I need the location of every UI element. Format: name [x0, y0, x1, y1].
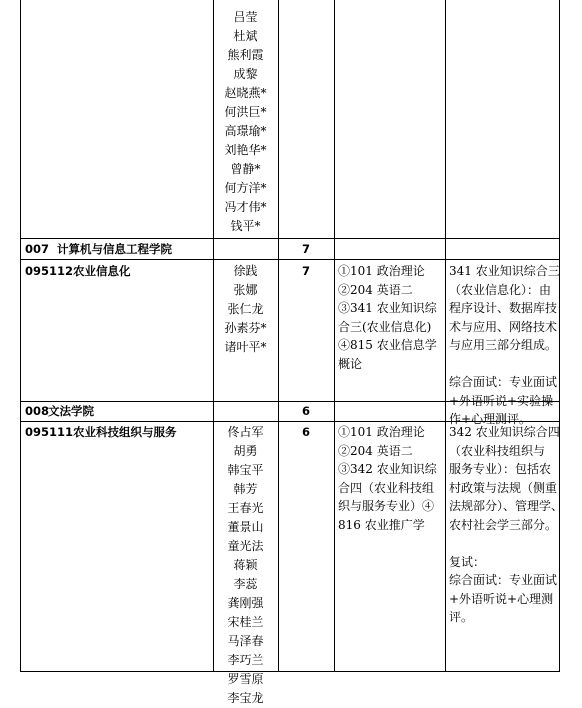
- exam-line: 816 农业推广学: [338, 517, 425, 532]
- advisor-name: 张仁龙: [227, 302, 264, 316]
- advisor-name: 徐践: [233, 264, 258, 278]
- exam-line: ③341 农业知识综: [338, 301, 437, 315]
- note-line: 综合面试：专业面试: [449, 375, 558, 389]
- advisor-name: 吕莹: [233, 10, 258, 24]
- advisor-name: 佟占军: [227, 425, 264, 439]
- notes-095112: [449, 262, 560, 429]
- row-divider: [20, 259, 560, 260]
- advisor-name: 冯才伟*: [224, 200, 267, 214]
- admissions-table: [20, 0, 564, 705]
- note-line: [449, 355, 560, 374]
- note-line: （农业信息化）：由: [449, 282, 552, 297]
- note-line: 作+心理测评。: [449, 412, 532, 426]
- advisor-name: 董景山: [227, 520, 264, 534]
- major-count: 6: [302, 425, 311, 439]
- advisor-name: 高璟瑜*: [224, 124, 267, 138]
- note-line: 342 农业知识综合四: [449, 425, 560, 439]
- advisor-name: 张娜: [233, 283, 258, 297]
- note-line: 服务专业）：包括农: [449, 462, 552, 476]
- major-count: 7: [302, 264, 311, 278]
- college-code: 008: [25, 404, 50, 418]
- note-line: （农业科技组织与: [449, 443, 546, 458]
- advisor-name: 王春光: [227, 501, 264, 515]
- advisor-name: 罗雪原: [227, 672, 264, 686]
- advisor-name: 李蕊: [233, 577, 258, 591]
- note-line: +外语听说+实验操: [449, 393, 554, 408]
- column-divider-notes: [445, 0, 446, 672]
- exam-line: ①101 政治理论: [338, 425, 425, 439]
- advisor-name: 马泽春: [227, 634, 264, 648]
- advisor-name: 何洪巨*: [224, 105, 267, 119]
- exam-line: 概论: [338, 356, 363, 371]
- advisor-name: 何方洋*: [224, 181, 267, 195]
- advisor-name: 宋桂兰: [227, 615, 264, 629]
- exam-subjects-095112: [338, 262, 437, 373]
- major-name: 农业科技组织与服务: [73, 425, 177, 439]
- major-code: 095112: [25, 264, 74, 278]
- table-border-bottom: [20, 671, 560, 672]
- note-line: 复试：: [449, 554, 486, 569]
- advisor-name: 韩芳: [233, 482, 258, 496]
- advisor-name: 孙素芬*: [224, 321, 267, 335]
- table-border-left: [20, 0, 21, 672]
- note-line: 程序设计、数据库技: [449, 301, 558, 315]
- note-line: 村政策与法规（侧重: [449, 480, 558, 495]
- exam-line: ③342 农业知识综: [338, 462, 437, 476]
- advisor-name: 龚刚强: [227, 596, 264, 610]
- advisor-name: 赵晓燕*: [224, 86, 267, 100]
- exam-line: ②204 英语二: [338, 282, 413, 297]
- exam-line: ①101 政治理论: [338, 264, 425, 278]
- note-line: 术与应用、网络技术: [449, 319, 558, 334]
- college-count: 7: [302, 242, 311, 256]
- exam-line: 合四（农业科技组: [338, 480, 435, 495]
- college-name: 文法学院: [48, 404, 94, 418]
- advisor-list-top: [213, 8, 278, 236]
- advisor-list-095112: [213, 262, 278, 357]
- exam-line: ②204 英语二: [338, 443, 413, 458]
- note-line: 农村社会学三部分。: [449, 517, 558, 532]
- column-divider-count: [278, 0, 279, 672]
- advisor-name: 李巧兰: [227, 653, 264, 667]
- advisor-name: 诸叶平*: [224, 340, 267, 354]
- exam-line: 合三(农业信息化): [338, 319, 432, 334]
- advisor-name: 李宝龙: [227, 691, 264, 705]
- major-code: 095111: [25, 425, 74, 439]
- exam-subjects-095111: [338, 423, 437, 534]
- advisor-name: 韩宝平: [227, 463, 264, 477]
- note-line: 评。: [449, 610, 474, 624]
- row-divider: [20, 238, 560, 239]
- advisor-name: 熊利霞: [227, 48, 264, 62]
- major-name: 农业信息化: [73, 264, 131, 278]
- advisor-name: 钱平*: [230, 219, 261, 233]
- note-line: 综合面试：专业面试: [449, 573, 558, 587]
- advisor-name: 曾静*: [230, 162, 261, 176]
- note-line: 341 农业知识综合三: [449, 264, 560, 278]
- column-divider-exams: [334, 0, 335, 672]
- college-name: 计算机与信息工程学院: [57, 242, 172, 256]
- note-line: 与应用三部分组成。: [449, 338, 558, 352]
- note-line: +外语听说+心理测: [449, 591, 554, 606]
- advisor-name: 童光法: [227, 539, 264, 553]
- advisor-name: 杜斌: [233, 29, 258, 43]
- advisor-name: 胡勇: [233, 444, 258, 458]
- college-code: 007: [25, 242, 50, 256]
- notes-095111: [449, 423, 563, 627]
- exam-line: ④815 农业信息学: [338, 338, 437, 352]
- note-line: [449, 534, 563, 553]
- advisor-name: 成黎: [233, 67, 258, 81]
- exam-line: 织与服务专业）④: [338, 499, 435, 513]
- college-count: 6: [302, 404, 311, 418]
- note-line: 法规部分）、管理学、: [449, 499, 564, 513]
- advisor-list-095111: [213, 423, 278, 708]
- advisor-name: 蒋颖: [233, 558, 258, 572]
- advisor-name: 刘艳华*: [224, 143, 267, 157]
